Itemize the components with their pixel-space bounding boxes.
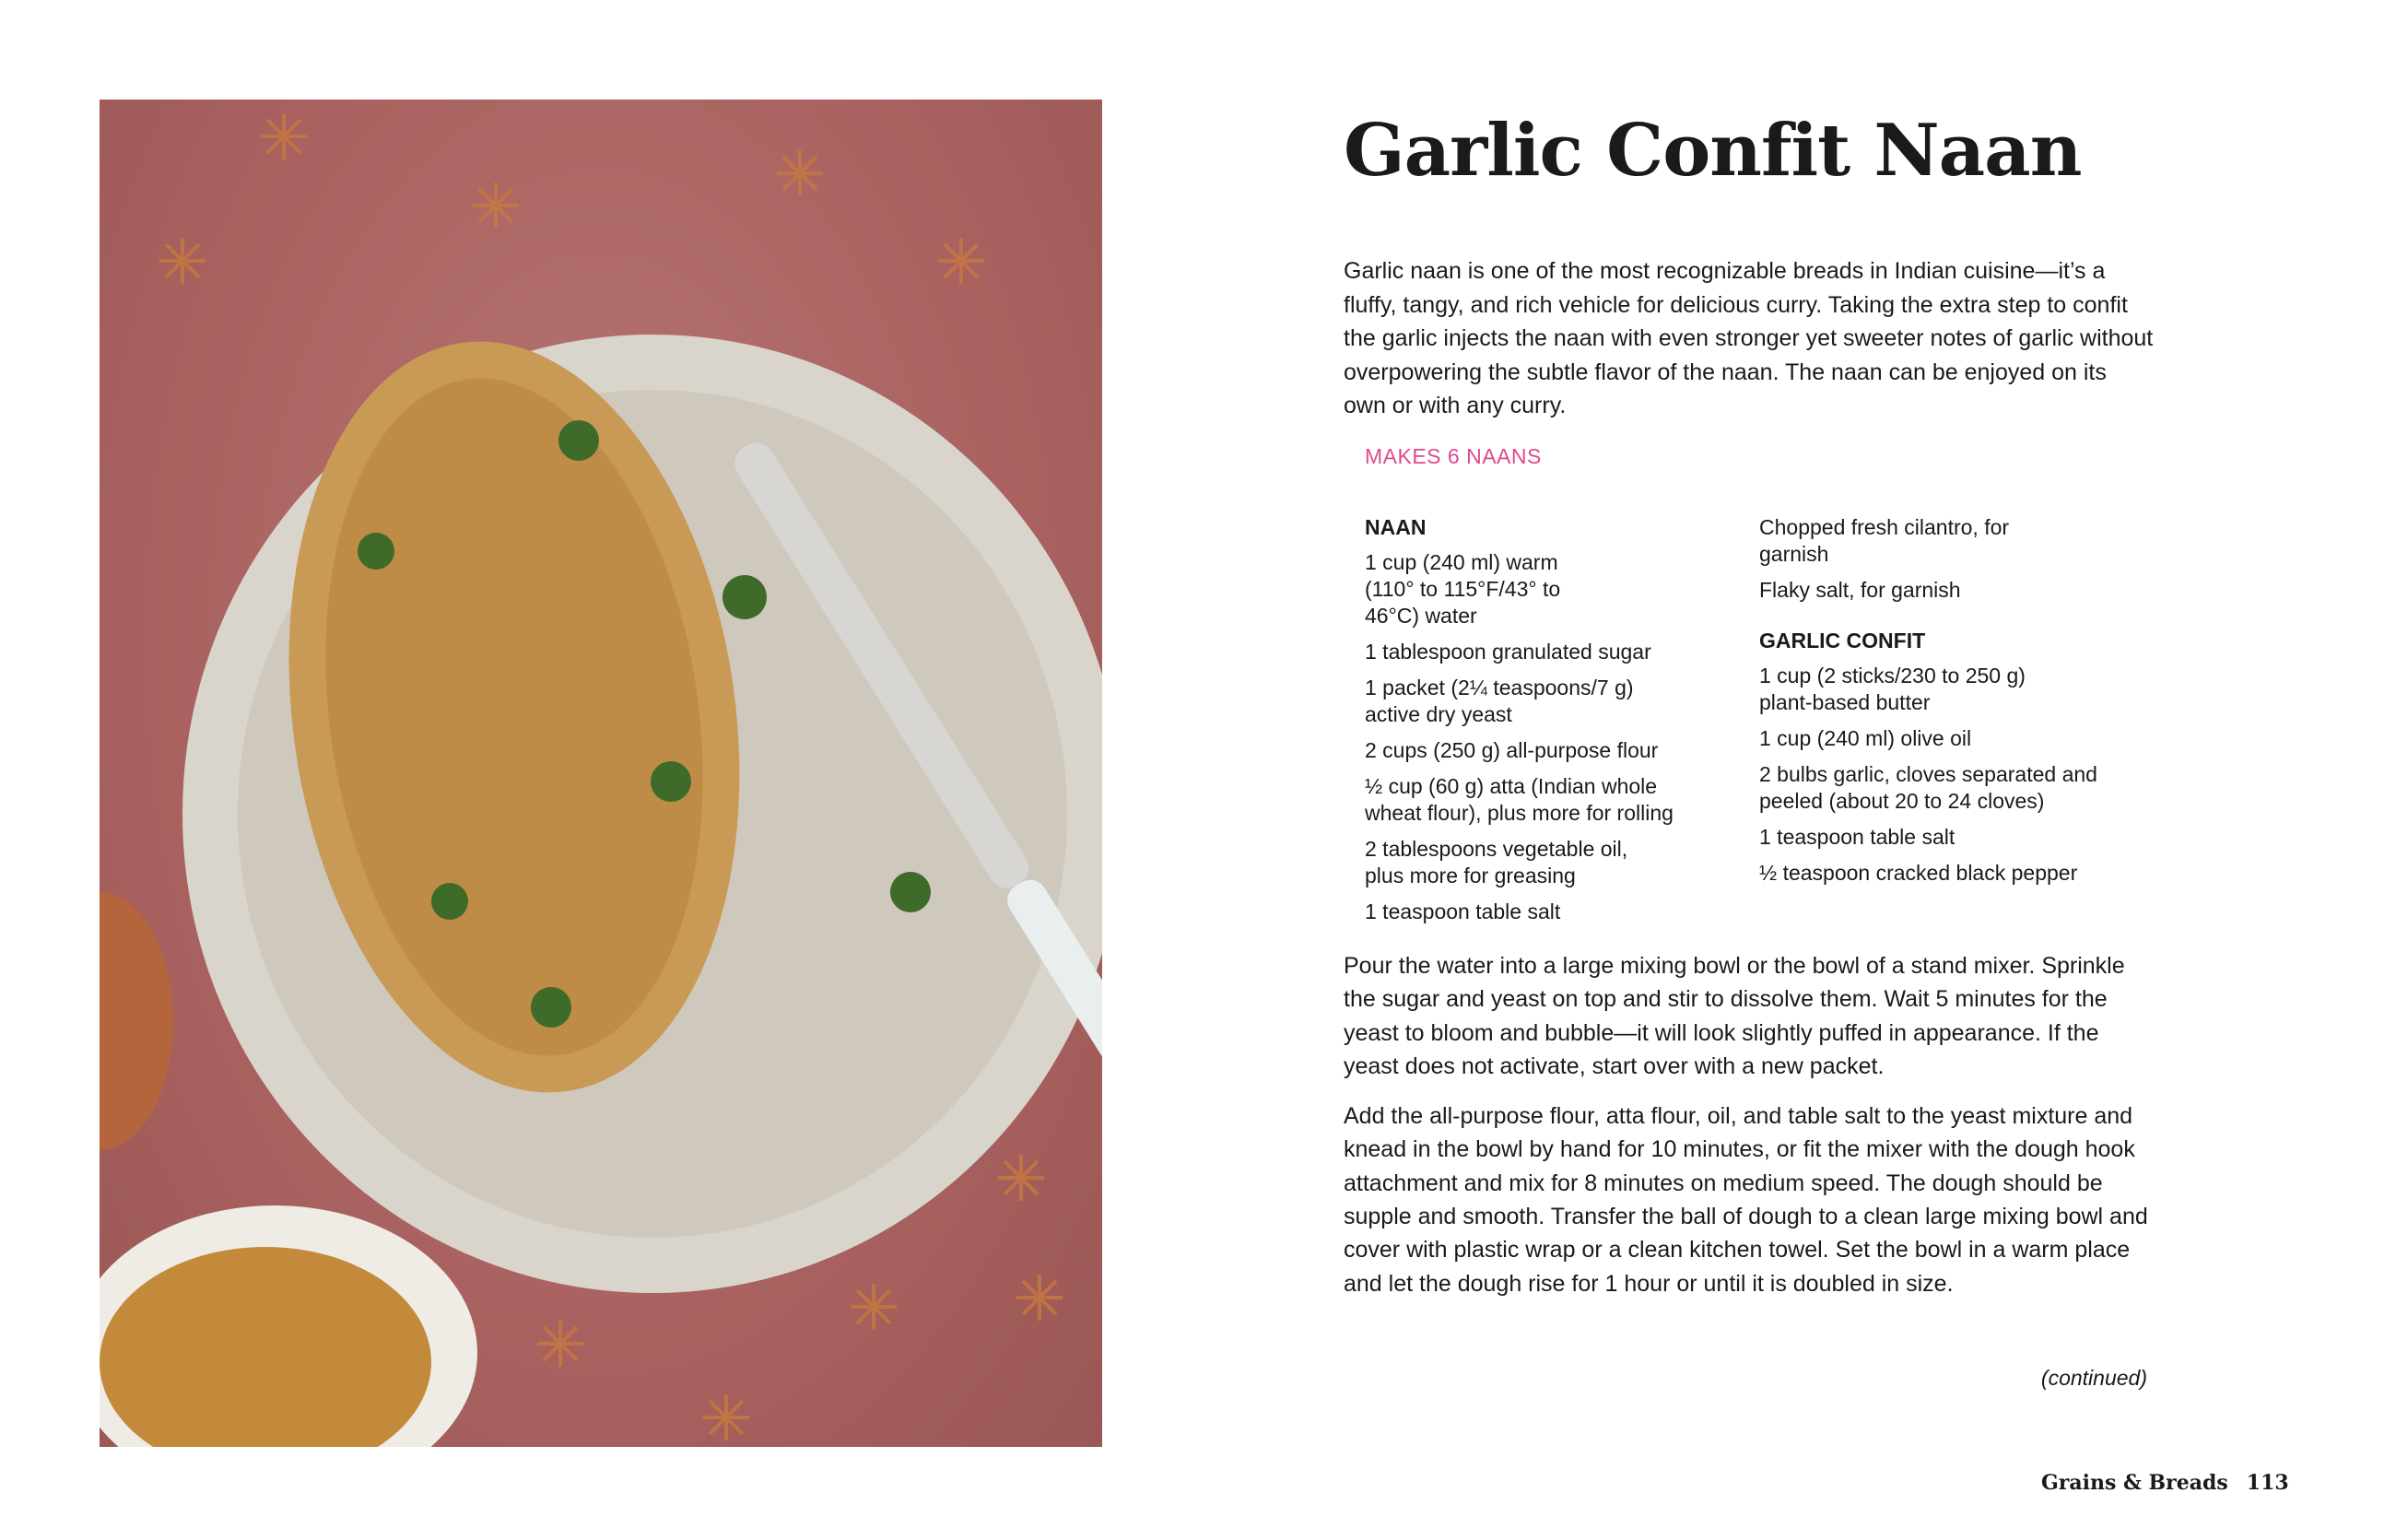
ingredient: 2 tablespoons vegetable oil, plus more for greasing (1365, 837, 1628, 888)
recipe-title: Garlic Confit Naan (1344, 109, 2082, 193)
ingredient: 1 tablespoon granulated sugar (1365, 640, 1651, 664)
method (1344, 949, 2155, 1317)
ingredient: 2 bulbs garlic, cloves separated and peeled (about 20 to 24 cloves) (1759, 762, 2097, 813)
page-number: 113 (2246, 1471, 2289, 1495)
ingredient: Flaky salt, for garnish (1759, 578, 1961, 602)
naan-photo (100, 100, 1102, 1447)
recipe-yield: MAKES 6 NAANS (1365, 444, 1542, 468)
ingredient: ½ teaspoon cracked black pepper (1759, 861, 2078, 885)
ingredient: 1 cup (240 ml) olive oil (1759, 726, 1972, 750)
page-footer (2041, 1471, 2289, 1495)
section-name: Grains & Breads (2041, 1471, 2228, 1495)
confit-heading: GARLIC CONFIT (1759, 629, 1926, 652)
method-step: Add the all-purpose flour, atta flour, oil, and table salt to the yeast mixture and knead in the bowl by hand for 10 minutes, or fit the mixer with the dough hook attachment and mix for 8 minutes on medium speed. The dough should be supple and smooth. Transfer the ball of dough to a clean large mixing bowl and cover with plastic wrap or a clean kitchen towel. Set the bowl in a warm place and let the dough rise for 1 hour or until it is doubled in size. (1344, 1103, 2148, 1297)
naan-heading: NAAN (1365, 515, 1427, 539)
ingredient: 1 cup (240 ml) warm (110° to 115°F/43° to 46°C) water (1365, 550, 1561, 628)
ingredient: Chopped fresh cilantro, for garnish (1759, 515, 2010, 566)
ingredient: ½ cup (60 g) atta (Indian whole wheat flour), plus more for rolling (1365, 774, 1674, 825)
recipe-intro: Garlic naan is one of the most recognizable breads in Indian cuisine—it’s a fluffy, tangy, and rich vehicle for delicious curry. Taking the extra step to confit the garlic injects the naan with even stronger yet sweeter notes of garlic without overpowering the subtle flavor of the naan. The naan can be enjoyed on its own or with any curry. (1344, 258, 2154, 418)
garnish-and-confit-ingredients (1759, 514, 2165, 896)
naan-ingredients (1365, 514, 1743, 935)
naan-photo-illustration (100, 100, 1102, 1447)
continued-note: (continued) (2040, 1366, 2147, 1390)
method-step: Pour the water into a large mixing bowl or the bowl of a stand mixer. Sprinkle the sugar and yeast on top and stir to dissolve them. Wait 5 minutes for the yeast to bloom and bubble—it will look slightly puffed in appearance. If the yeast does not activate, start over with a new packet. (1344, 953, 2125, 1079)
ingredient: 1 teaspoon table salt (1759, 825, 1956, 849)
ingredient: 1 packet (2¼ teaspoons/7 g) active dry yeast (1365, 676, 1634, 726)
ingredient: 2 cups (250 g) all-purpose flour (1365, 738, 1659, 762)
ingredient: 1 teaspoon table salt (1365, 899, 1561, 923)
ingredient: 1 cup (2 sticks/230 to 250 g) plant-based butter (1759, 664, 2026, 714)
